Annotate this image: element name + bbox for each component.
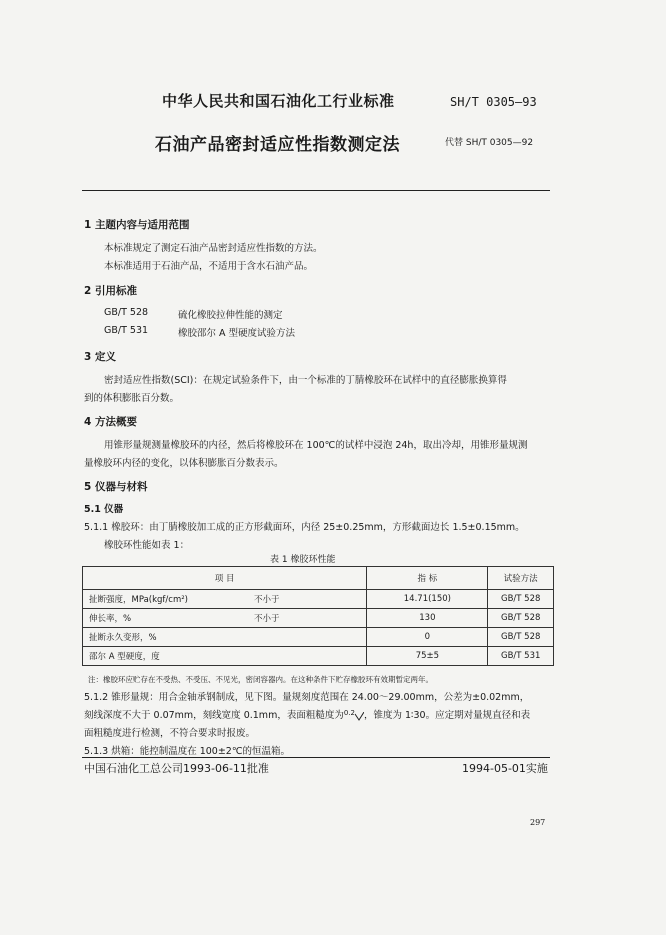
- ref-1-code: GB/T 528: [104, 307, 149, 318]
- table-row: [83, 647, 554, 666]
- roughness-symbol: [344, 709, 364, 721]
- section-4-para-line-2: 量橡胶环内径的变化，以体积膨胀百分数表示。: [84, 458, 284, 469]
- row-value: 130: [367, 609, 488, 628]
- rubber-ring-properties-table: [82, 566, 554, 666]
- row-value: 0: [367, 628, 488, 647]
- section-1-para-2: 本标准适用于石油产品，不适用于含水石油产品。: [104, 261, 314, 272]
- header-value: 指 标: [367, 567, 488, 590]
- row-method: GB/T 531: [488, 647, 554, 666]
- row-item: 伸长率，%: [83, 609, 255, 628]
- clause-5-1-1-line-2: 橡胶环性能如表 1：: [104, 540, 190, 551]
- clause-5-1-2-line-1: 5.1.2 锥形量规：用合金轴承钢制成，见下图。量规刻度范围在 24.00～29.00mm，公差为±0.02mm，: [84, 692, 530, 703]
- ref-2-code: GB/T 531: [104, 325, 149, 336]
- approval-line: 中国石油化工总公司1993-06-11批准: [84, 762, 269, 775]
- standard-number: SH/T 0305—93: [450, 95, 537, 109]
- ref-1-name: 硫化橡胶拉伸性能的测定: [178, 310, 283, 321]
- roughness-check-icon: [355, 712, 364, 721]
- clause-5-1-1-line-1: 5.1.1 橡胶环：由丁腈橡胶加工成的正方形截面环，内径 25±0.25mm，方形截面边长 1.5±0.15mm。: [84, 522, 525, 533]
- effective-date: 1994-05-01实施: [462, 762, 548, 775]
- header-method: 试验方法: [488, 567, 554, 590]
- section-1-para-1: 本标准规定了测定石油产品密封适应性指数的方法。: [104, 243, 323, 254]
- table-row: [83, 628, 554, 647]
- ref-2-name: 橡胶邵尔 A 型硬度试验方法: [178, 328, 296, 339]
- section-1-title: 1 主题内容与适用范围: [84, 219, 190, 231]
- header-item: 项 目: [83, 567, 367, 590]
- row-item: 扯断强度，MPa(kgf/cm²): [83, 590, 255, 609]
- row-method: GB/T 528: [488, 609, 554, 628]
- row-item: 扯断永久变形，%: [83, 628, 255, 647]
- section-4-para-line-1: 用锥形量规测量橡胶环的内径，然后将橡胶环在 100℃的试样中浸泡 24h，取出冷却，用锥形量规测: [104, 440, 528, 451]
- replaces-note: 代替 SH/T 0305—92: [445, 138, 534, 148]
- clause-5-1-3: 5.1.3 烘箱：能控制温度在 100±2℃的恒温箱。: [84, 746, 291, 757]
- section-2-title: 2 引用标准: [84, 285, 137, 297]
- table-header-row: [83, 567, 554, 590]
- clause-5-1-2-line-2: [84, 707, 530, 721]
- clause-5-1-2-line-2-post: ，锥度为 1∶30。应定期对量规直径和表: [363, 710, 531, 721]
- header-rule: [82, 190, 550, 191]
- row-condition: 不小于: [254, 590, 367, 609]
- table-row: [83, 590, 554, 609]
- roughness-value: 0.2: [343, 709, 355, 717]
- section-5-title: 5 仪器与材料: [84, 481, 148, 493]
- footer-rule: [82, 757, 550, 758]
- table-caption: 表 1 橡胶环性能: [270, 555, 336, 565]
- table-row: [83, 609, 554, 628]
- section-4-title: 4 方法概要: [84, 416, 137, 428]
- section-3-title: 3 定义: [84, 351, 116, 363]
- document-title: 石油产品密封适应性指数测定法: [155, 135, 400, 155]
- row-condition: 不小于: [254, 609, 367, 628]
- row-method: GB/T 528: [488, 628, 554, 647]
- row-method: GB/T 528: [488, 590, 554, 609]
- clause-5-1-2-line-3: 面粗糙度进行检测，不符合要求时报废。: [84, 728, 256, 739]
- section-3-para-line-2: 到的体积膨胀百分数。: [84, 393, 180, 404]
- row-value: 14.71(150): [367, 590, 488, 609]
- page-number: 297: [530, 818, 546, 827]
- clause-5-1-2-line-2-pre: 刻线深度不大于 0.07mm，刻线宽度 0.1mm，表面粗糙度为: [84, 710, 344, 721]
- row-condition: [254, 628, 367, 647]
- issuing-body: 中华人民共和国石油化工行业标准: [162, 92, 395, 110]
- subsection-5-1: 5.1 仪器: [84, 504, 124, 515]
- table-note: 注：橡胶环应贮存在不受热、不受压、不见光，密闭容器内。在这种条件下贮存橡胶环有效期暂定两年。: [88, 675, 433, 684]
- section-3-para-line-1: 密封适应性指数(SCI)：在规定试验条件下，由一个标准的丁腈橡胶环在试样中的直径膨胀换算得: [104, 375, 507, 386]
- row-value: 75±5: [367, 647, 488, 666]
- row-item: 邵尔 A 型硬度，度: [83, 647, 255, 666]
- row-condition: [254, 647, 367, 666]
